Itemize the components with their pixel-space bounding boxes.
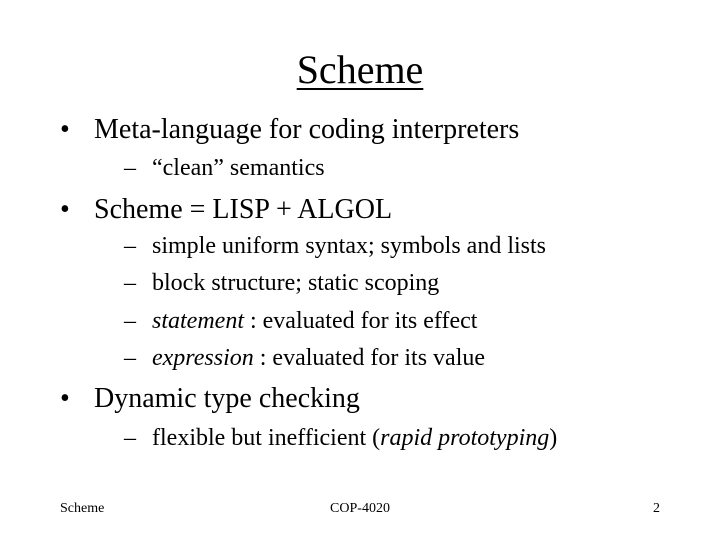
bullet-2-sub-2 bbox=[124, 268, 439, 298]
bullet-1-text: Meta-language for coding interpreters bbox=[94, 114, 520, 145]
bullet-2-sub-3 bbox=[124, 306, 477, 336]
bullet-2-text: Scheme = LISP + ALGOL bbox=[94, 194, 393, 225]
sub-marker: – bbox=[124, 270, 136, 296]
sub-text: simple uniform syntax; symbols and lists bbox=[152, 233, 546, 259]
slide-title: Scheme bbox=[296, 47, 424, 92]
sub-text: ) bbox=[549, 425, 558, 451]
sub-italic-term: expression bbox=[152, 345, 254, 371]
sub-text: flexible but inefficient ( bbox=[152, 425, 381, 451]
bullet-3-sub-1 bbox=[124, 423, 557, 453]
sub-marker: – bbox=[124, 308, 136, 334]
bullet-2-sub-4 bbox=[124, 343, 485, 373]
sub-marker: – bbox=[124, 233, 136, 259]
bullet-marker: • bbox=[60, 194, 70, 225]
sub-marker: – bbox=[124, 345, 136, 371]
bullet-2-sub-1 bbox=[124, 231, 546, 261]
sub-italic-term: rapid prototyping bbox=[380, 425, 550, 451]
sub-text: : evaluated for its value bbox=[253, 345, 486, 371]
sub-text: “clean” semantics bbox=[152, 155, 325, 181]
sub-text: block structure; static scoping bbox=[152, 270, 440, 296]
sub-marker: – bbox=[124, 425, 136, 451]
bullet-2 bbox=[60, 193, 392, 227]
sub-italic-term: statement bbox=[152, 308, 244, 334]
bullet-1 bbox=[60, 113, 519, 147]
bullet-marker: • bbox=[60, 383, 70, 414]
page-number: 2 bbox=[653, 501, 660, 516]
bullet-3 bbox=[60, 382, 360, 416]
footer-left: Scheme bbox=[60, 501, 105, 516]
bullet-marker: • bbox=[60, 114, 70, 145]
bullet-1-sub-1 bbox=[124, 153, 325, 183]
bullet-3-text: Dynamic type checking bbox=[94, 383, 360, 414]
sub-marker: – bbox=[124, 155, 136, 181]
sub-text: : evaluated for its effect bbox=[243, 308, 478, 334]
footer-center: COP-4020 bbox=[330, 501, 390, 516]
